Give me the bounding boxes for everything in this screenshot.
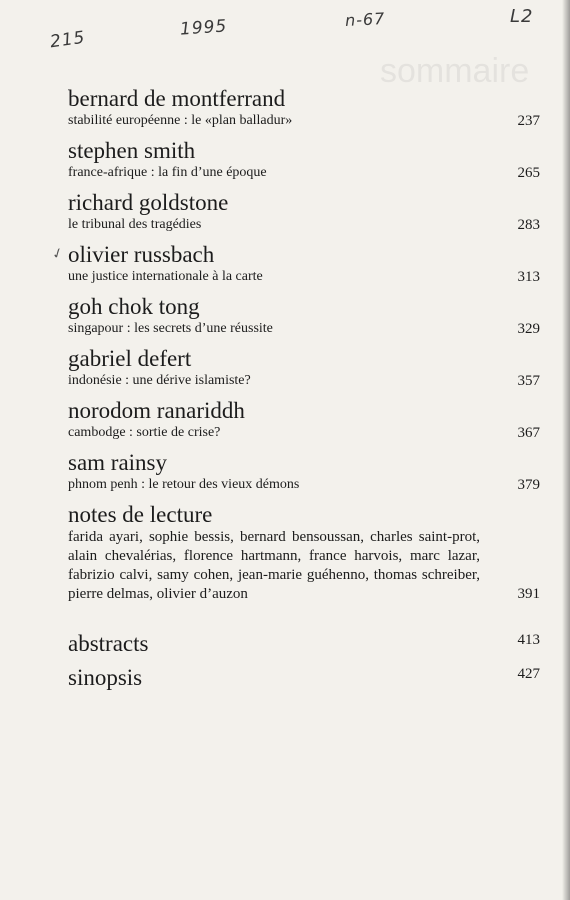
entry-author: stephen smith [68,138,196,163]
handwritten-note: L2 [510,6,534,27]
entry-row [68,424,540,442]
entry-row [68,216,540,234]
page-number: 283 [517,217,540,233]
toc-entry [68,450,540,502]
page-number: 237 [517,113,540,129]
entry-title: une justice internationale à la carte [68,269,263,284]
entry-title: indonésie : une dérive islamiste? [68,373,251,388]
page-number: 357 [517,373,540,389]
toc-entry [68,294,540,346]
toc-entry [68,346,540,398]
page-number: 391 [517,586,540,602]
entry-author: bernard de montferrand [68,86,286,111]
entry-title: france-afrique : la fin d’une époque [68,165,267,180]
toc-entry [68,398,540,450]
entry-author: olivier russbach [68,242,215,267]
page-number: 313 [517,269,540,285]
page-number: 413 [517,632,540,648]
page-number: 265 [517,165,540,181]
entry-author: norodom ranariddh [68,398,245,423]
entry-author: sam rainsy [68,450,168,475]
entry-author: gabriel defert [68,346,192,371]
section-label: sinopsis [68,665,143,690]
entry-row [68,372,540,390]
entry-author: richard goldstone [68,190,229,215]
entry-author: goh chok tong [68,294,200,319]
entry-title: phnom penh : le retour des vieux démons [68,477,300,492]
page-number: 367 [517,425,540,441]
entry-row [68,164,540,182]
entry-row [68,528,540,604]
toc-section [68,630,540,658]
reviewer-list: farida ayari, sophie bessis, bernard bensoussan, charles saint-prot, alain chevalérias, florence hartmann, france harvois, marc lazar, fabrizio calvi, samy cohen, jean-marie guéhenno, thomas schreiber, pierre delmas, olivier d’auzon [68,529,480,602]
toc-section [68,664,540,692]
scan-edge-shadow [562,0,570,900]
toc-entry [68,190,540,242]
entry-title: stabilité européenne : le «plan balladur» [68,113,293,128]
entry-title: singapour : les secrets d’une réussite [68,321,273,336]
handwritten-note: 215 [48,27,87,53]
page-number: 427 [517,666,540,682]
entry-row [68,268,540,286]
handwritten-note: n-67 [344,8,386,31]
toc-entry [68,138,540,190]
entry-row [68,112,540,130]
page-number: 329 [517,321,540,337]
entry-title: cambodge : sortie de crise? [68,425,221,440]
toc-entry-reading-notes [68,502,540,622]
table-of-contents [49,86,540,692]
entry-row [68,476,540,494]
pencil-tick-mark: ✓ [49,244,67,264]
section-label: abstracts [68,631,149,656]
bleed-through-text: sommaire [380,52,530,90]
entry-title: le tribunal des tragédies [68,217,202,232]
toc-entry [49,242,540,294]
entry-row [68,320,540,338]
handwritten-note: 1995 [179,16,228,40]
page-number: 379 [517,477,540,493]
entry-author: notes de lecture [68,502,213,527]
toc-entry [68,86,540,138]
